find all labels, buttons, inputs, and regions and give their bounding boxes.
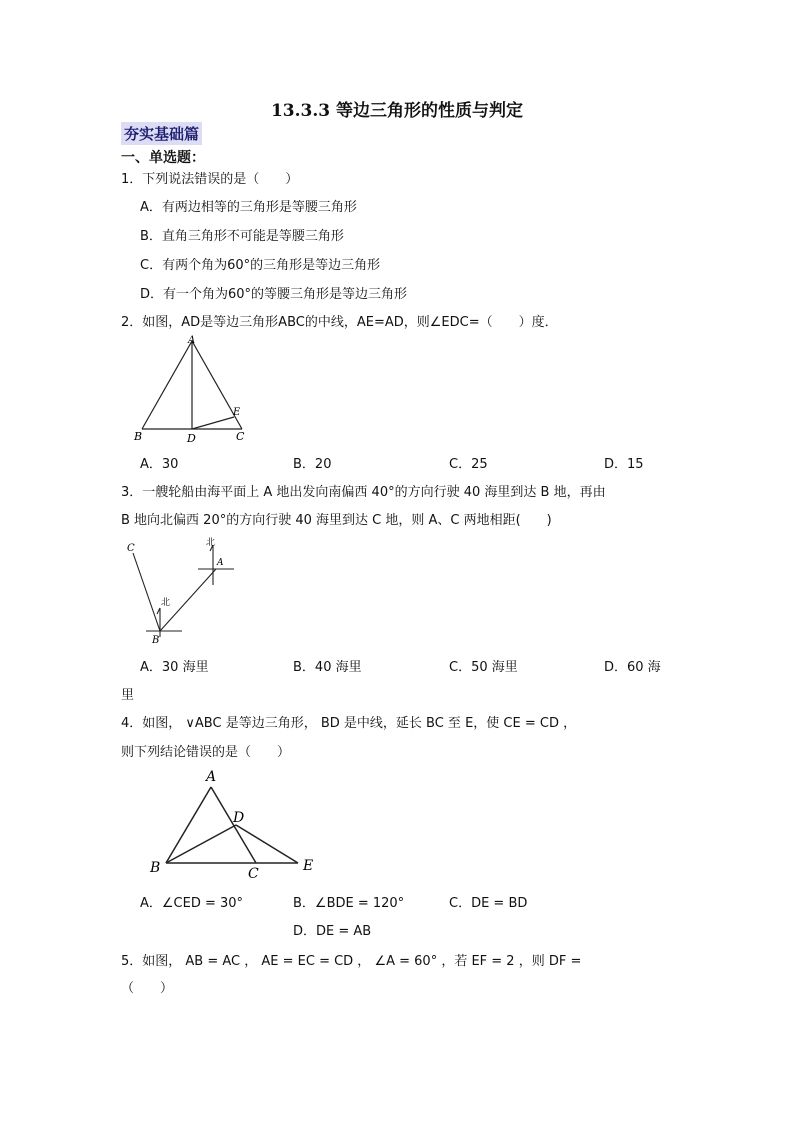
q4-label-c: C [248,866,259,882]
q3-stem-line2: B 地向北偏西 20°的方向行驶 40 海里到达 C 地，则 A、C 两地相距( ) [121,513,552,528]
q2-label-b: B [134,430,143,443]
q4-option-c: C．DE = BD [449,896,528,911]
q1-option-d: D．有一个角为60°的等腰三角形是等边三角形 [140,287,408,302]
q4-stem-line1: 4．如图， ∨ABC 是等边三角形， BD 是中线，延长 BC 至 E，使 CE = CD ， [121,716,577,731]
q2-option-d: D．15 [604,457,644,472]
q2-option-c: C．25 [449,457,488,472]
q4-label-d: D [233,810,245,826]
q3-stem-line1: 3．一艘轮船由海平面上 A 地出发向南偏西 40°的方向行驶 40 海里到达 B 地，再由 [121,485,606,500]
q4-option-a: A．∠CED = 30° [140,896,244,911]
q5-stem-line1: 5．如图， AB = AC ， AE = EC = CD ， ∠A = 60° ，若 EF = 2 ，则 DF = [121,954,582,969]
q4-figure-triangle [140,764,325,884]
q3-option-d-wrap: 里 [121,688,135,703]
q3-figure-bearing [120,535,250,650]
q3-option-d: D．60 海 [604,660,661,675]
q3-label-north-a: 北 [206,538,216,548]
q3-option-a: A．30 海里 [140,660,209,675]
section-subhead: 一、单选题： [121,150,205,166]
q4-label-e: E [303,858,314,874]
q4-label-b: B [150,860,161,876]
q2-label-c: C [236,430,245,443]
q1-option-a: A．有两边相等的三角形是等腰三角形 [140,200,357,215]
q3-label-c: C [127,543,135,554]
q4-option-d: D．DE = AB [293,924,372,939]
q4-option-b: B．∠BDE = 120° [293,896,405,911]
page-title: 13.3.3 等边三角形的性质与判定 [270,101,524,121]
q1-option-b: B．直角三角形不可能是等腰三角形 [140,229,344,244]
q3-option-b: B．40 海里 [293,660,362,675]
q2-label-a: A [188,335,196,346]
q3-label-a: A [217,558,224,568]
q2-option-a: A．30 [140,457,179,472]
q2-option-b: B．20 [293,457,332,472]
q2-figure-triangle [130,333,260,445]
q1-stem: 1．下列说法错误的是（ ） [121,172,299,187]
q4-label-a: A [206,769,217,785]
section-tag: 夯实基础篇 [121,122,202,145]
q3-option-c: C．50 海里 [449,660,518,675]
q3-label-b: B [152,635,160,646]
q2-label-d: D [187,432,196,445]
q2-stem: 2．如图，AD是等边三角形ABC的中线，AE=AD，则∠EDC=（ ）度． [121,315,558,330]
q2-label-e: E [233,407,241,418]
q3-label-north-b: 北 [161,598,171,608]
q4-stem-line2: 则下列结论错误的是（ ） [121,745,291,760]
q1-option-c: C．有两个角为60°的三角形是等边三角形 [140,258,381,273]
q5-stem-line2: （ ） [121,981,174,996]
